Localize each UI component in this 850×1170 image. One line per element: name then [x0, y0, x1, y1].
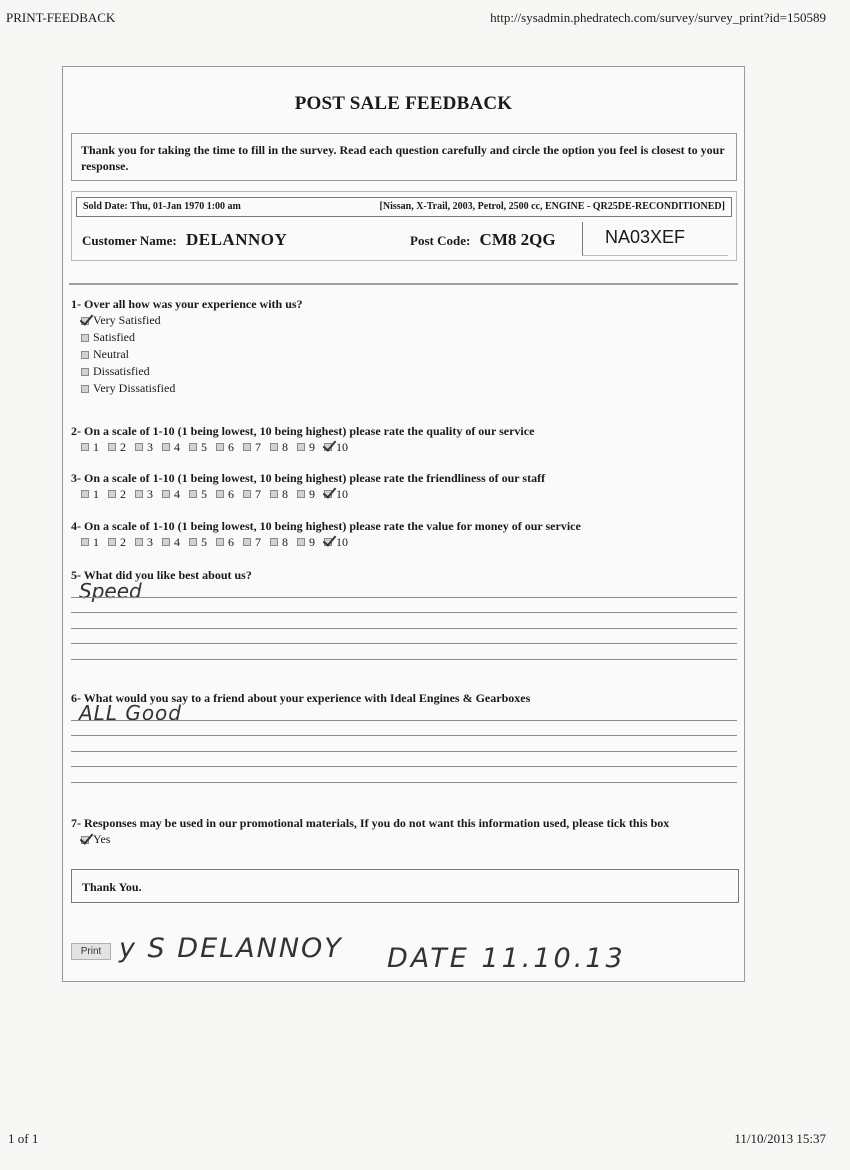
rating-3[interactable]: 3: [135, 487, 162, 502]
rating-1[interactable]: 1: [81, 535, 108, 550]
rating-5[interactable]: 5: [189, 535, 216, 550]
rating-10[interactable]: 10: [324, 535, 351, 550]
checkbox-icon[interactable]: [108, 490, 116, 498]
checkbox-icon[interactable]: [108, 538, 116, 546]
checkbox-icon[interactable]: [81, 443, 89, 451]
print-title: PRINT-FEEDBACK: [6, 10, 116, 25]
rating-10[interactable]: 10: [324, 487, 351, 502]
checkbox-icon[interactable]: [297, 443, 305, 451]
postcode-label: Post Code:: [410, 233, 471, 248]
question-4: [71, 519, 581, 550]
sold-date: Sold Date: Thu, 01-Jan 1970 1:00 am: [83, 201, 241, 212]
vehicle-details: [Nissan, X-Trail, 2003, Petrol, 2500 cc, ENGINE - QR25DE-RECONDITIONED]: [379, 201, 725, 212]
rating-10[interactable]: 10: [324, 440, 351, 455]
option-very-satisfied[interactable]: Very Satisfied: [71, 312, 303, 329]
rating-4[interactable]: 4: [162, 535, 189, 550]
rating-scale-q3: [71, 486, 545, 502]
checkbox-icon[interactable]: [135, 490, 143, 498]
checkbox-icon[interactable]: [270, 490, 278, 498]
question-4-title: 4- On a scale of 1-10 (1 being lowest, 10 being highest) please rate the value for money of our service: [71, 519, 581, 533]
rating-2[interactable]: 2: [108, 487, 135, 502]
rating-6[interactable]: 6: [216, 487, 243, 502]
checkbox-icon[interactable]: [270, 538, 278, 546]
rating-2[interactable]: 2: [108, 440, 135, 455]
rating-6[interactable]: 6: [216, 535, 243, 550]
q6-handwritten-answer: ALL Good: [79, 701, 182, 725]
q6-answer-lines[interactable]: [71, 705, 737, 783]
option-yes[interactable]: Yes: [71, 831, 669, 848]
rating-7[interactable]: 7: [243, 487, 270, 502]
checkbox-icon[interactable]: [216, 538, 224, 546]
thank-you-box: Thank You.: [71, 869, 739, 903]
customer-label: Customer Name:: [82, 233, 177, 248]
section-divider: [69, 283, 738, 285]
checkbox-icon[interactable]: [243, 538, 251, 546]
handwritten-date: DATE 11.10.13: [387, 943, 626, 974]
signature: y S DELANNOY: [119, 933, 343, 964]
page-url: http://sysadmin.phedratech.com/survey/survey_print?id=150589: [490, 10, 826, 25]
question-2-title: 2- On a scale of 1-10 (1 being lowest, 10 being highest) please rate the quality of our service: [71, 424, 535, 438]
checkbox-icon[interactable]: [162, 490, 170, 498]
customer-name: DELANNOY: [185, 230, 288, 249]
checkbox-icon[interactable]: [162, 538, 170, 546]
option-very-dissatisfied[interactable]: Very Dissatisfied: [71, 380, 303, 397]
rating-8[interactable]: 8: [270, 440, 297, 455]
rating-9[interactable]: 9: [297, 535, 324, 550]
question-1: [71, 297, 303, 397]
rating-7[interactable]: 7: [243, 535, 270, 550]
checkbox-icon[interactable]: [135, 538, 143, 546]
checkbox-icon[interactable]: [81, 317, 89, 325]
question-6-title: 6- What would you say to a friend about your experience with Ideal Engines & Gearboxes: [71, 691, 531, 705]
rating-9[interactable]: 9: [297, 487, 324, 502]
option-dissatisfied[interactable]: Dissatisfied: [71, 363, 303, 380]
page-count: 1 of 1: [8, 1131, 39, 1146]
checkbox-icon[interactable]: [216, 490, 224, 498]
postcode-value: CM8 2QG: [479, 230, 556, 249]
registration-plate: NA03XEF: [582, 222, 728, 256]
print-header: [6, 10, 826, 26]
print-timestamp: 11/10/2013 15:37: [734, 1131, 826, 1146]
checkbox-icon[interactable]: [189, 443, 197, 451]
rating-scale-q2: [71, 439, 534, 455]
checkbox-icon[interactable]: [162, 443, 170, 451]
question-5-title: 5- What did you like best about us?: [71, 568, 252, 582]
rating-2[interactable]: 2: [108, 535, 135, 550]
checkbox-icon[interactable]: [189, 538, 197, 546]
checkbox-icon[interactable]: [81, 385, 89, 393]
customer-row: [82, 230, 287, 250]
checkbox-icon[interactable]: [81, 368, 89, 376]
question-3: [71, 471, 545, 502]
option-satisfied[interactable]: Satisfied: [71, 329, 303, 346]
checkbox-icon[interactable]: [324, 538, 332, 546]
q5-handwritten-answer: Speed: [79, 579, 142, 603]
rating-3[interactable]: 3: [135, 440, 162, 455]
rating-6[interactable]: 6: [216, 440, 243, 455]
question-7: [71, 816, 669, 848]
question-2: [71, 424, 534, 455]
checkbox-icon[interactable]: [81, 490, 89, 498]
checkbox-icon[interactable]: [81, 334, 89, 342]
checkbox-icon[interactable]: [81, 351, 89, 359]
question-7-title: 7- Responses may be used in our promotional materials, If you do not want this information used, please tick this box: [71, 816, 670, 830]
checkbox-icon[interactable]: [135, 443, 143, 451]
form-title: POST SALE FEEDBACK: [294, 93, 513, 114]
rating-8[interactable]: 8: [270, 535, 297, 550]
checkbox-icon[interactable]: [297, 538, 305, 546]
checkbox-icon[interactable]: [81, 538, 89, 546]
rating-4[interactable]: 4: [162, 487, 189, 502]
rating-5[interactable]: 5: [189, 487, 216, 502]
checkbox-icon[interactable]: [324, 443, 332, 451]
rating-7[interactable]: 7: [243, 440, 270, 455]
rating-scale-q4: [71, 534, 581, 550]
postcode-row: [410, 230, 556, 250]
checkbox-icon[interactable]: [108, 443, 116, 451]
sold-row: [76, 197, 732, 217]
checkbox-icon[interactable]: [216, 443, 224, 451]
question-3-title: 3- On a scale of 1-10 (1 being lowest, 10 being highest) please rate the friendliness of our staff: [71, 471, 546, 485]
feedback-form: [62, 66, 745, 982]
checkbox-icon[interactable]: [81, 836, 89, 844]
checkbox-icon[interactable]: [270, 443, 278, 451]
rating-1[interactable]: 1: [81, 487, 108, 502]
rating-8[interactable]: 8: [270, 487, 297, 502]
rating-1[interactable]: 1: [81, 440, 108, 455]
print-button[interactable]: Print: [71, 943, 111, 960]
intro-text: Thank you for taking the time to fill in the survey. Read each question carefully and circle the option you feel is closest to your response.: [71, 133, 737, 181]
rating-5[interactable]: 5: [189, 440, 216, 455]
print-footer: [8, 1131, 826, 1147]
checkbox-icon[interactable]: [243, 443, 251, 451]
question-1-title: 1- Over all how was your experience with us?: [71, 297, 303, 311]
q5-answer-lines[interactable]: [71, 582, 737, 660]
rating-4[interactable]: 4: [162, 440, 189, 455]
checkbox-icon[interactable]: [243, 490, 251, 498]
checkbox-icon[interactable]: [324, 490, 332, 498]
rating-9[interactable]: 9: [297, 440, 324, 455]
rating-3[interactable]: 3: [135, 535, 162, 550]
checkbox-icon[interactable]: [297, 490, 305, 498]
vehicle-info-box: [71, 191, 737, 261]
option-neutral[interactable]: Neutral: [71, 346, 303, 363]
checkbox-icon[interactable]: [189, 490, 197, 498]
